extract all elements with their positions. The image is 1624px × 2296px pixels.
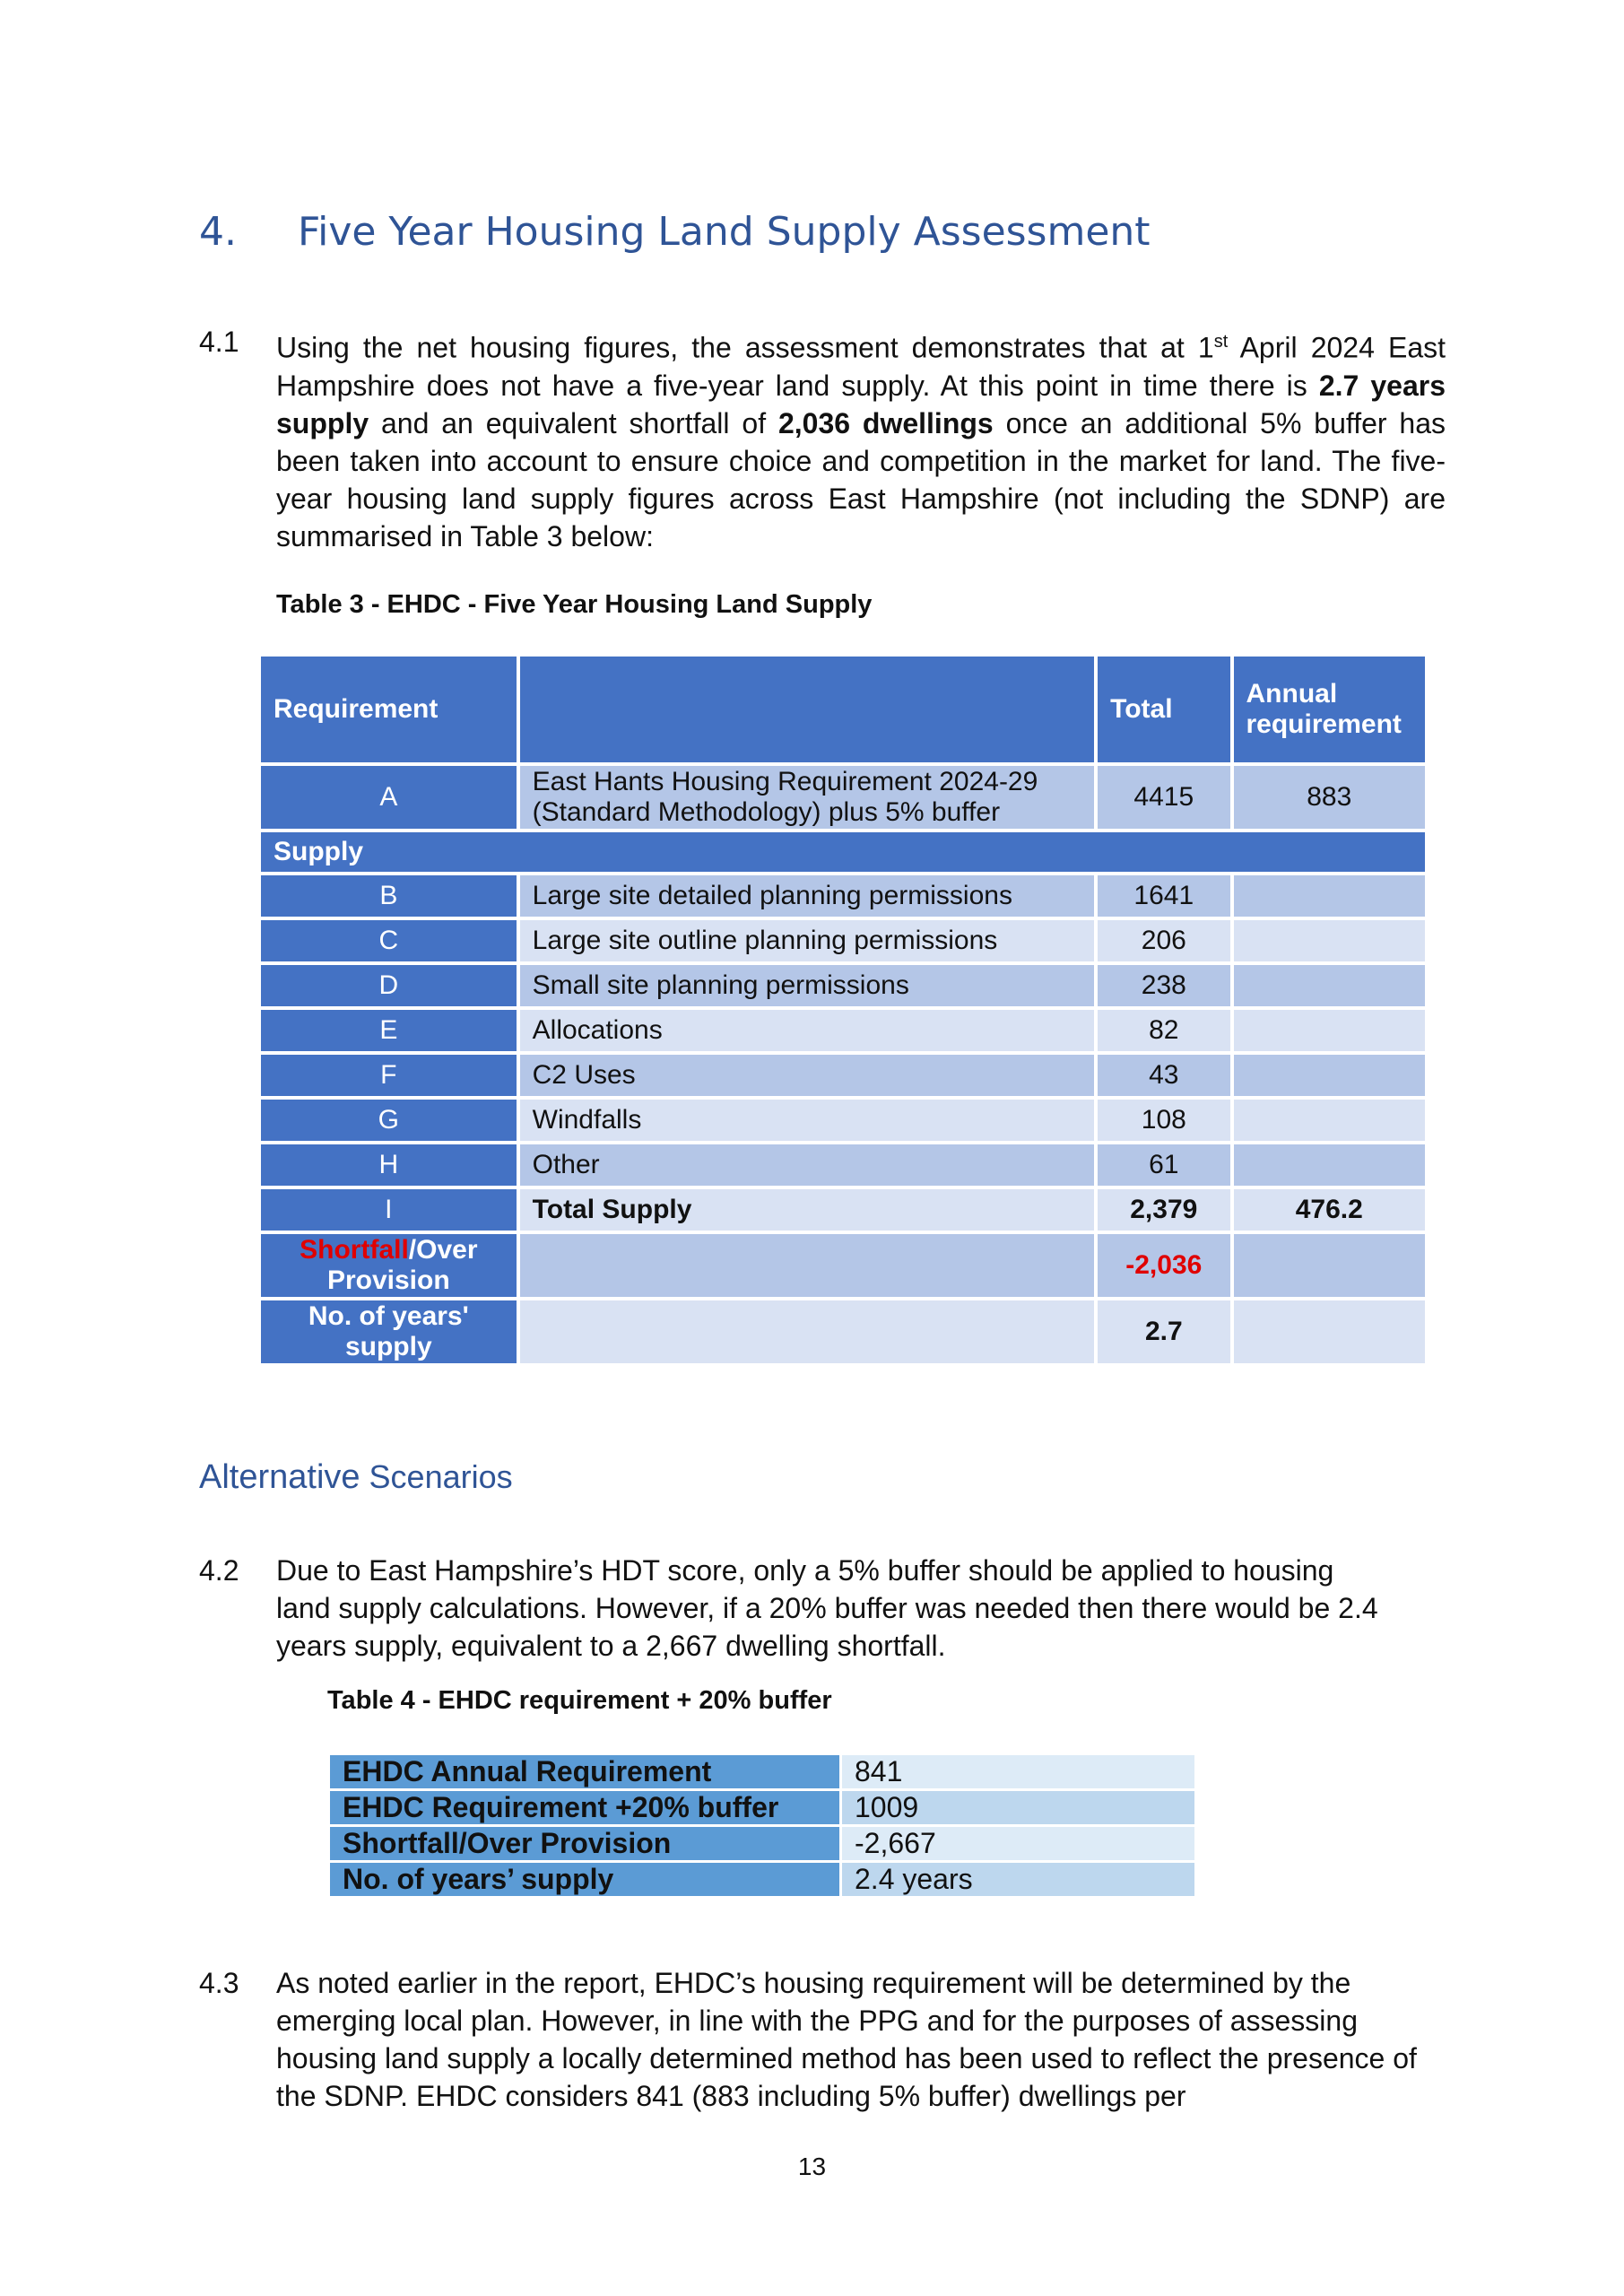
row-description: Other <box>520 1144 1094 1186</box>
header-description <box>520 657 1094 762</box>
row-annual: 883 <box>1234 766 1426 829</box>
table-3-caption: Table 3 - EHDC - Five Year Housing Land Supply <box>276 590 873 619</box>
row-annual <box>1234 1055 1426 1096</box>
table-row <box>261 1010 1425 1051</box>
table-row <box>261 1144 1425 1186</box>
row-total: 43 <box>1098 1055 1229 1096</box>
paragraph-4-3 <box>199 1964 1446 2115</box>
row-description: C2 Uses <box>520 1055 1094 1096</box>
header-annual: Annual requirement <box>1234 657 1426 762</box>
table-row <box>330 1863 1194 1896</box>
row-description: Windfalls <box>520 1100 1094 1141</box>
row-total: 61 <box>1098 1144 1229 1186</box>
table-row <box>261 875 1425 917</box>
paragraph-text: Due to East Hampshire’s HDT score, only a 5% buffer should be applied to housing land supply calculations. However, if a 20% buffer was needed then there would be 2.4 years supply, equivalent to a 2,667 dwelling shortfall. <box>276 1554 1378 1662</box>
row-letter: G <box>261 1100 517 1141</box>
row-description: Large site outline planning permissions <box>520 920 1094 961</box>
section-title: Five Year Housing Land Supply Assessment <box>298 209 1151 255</box>
row-annual <box>1234 1144 1426 1186</box>
table-row <box>330 1827 1194 1860</box>
row-value: 1009 <box>842 1791 1194 1824</box>
sub-heading-a: Alternative <box>199 1458 360 1496</box>
row-annual <box>1234 920 1426 961</box>
row-annual <box>1234 1100 1426 1141</box>
row-total: 238 <box>1098 965 1229 1006</box>
row-letter: H <box>261 1144 517 1186</box>
text-run: April 2024 East Hampshire does not have a five-year land supply. At this point in time there is <box>276 331 1446 402</box>
header-total: Total <box>1098 657 1229 762</box>
paragraph-text <box>276 323 1446 555</box>
section-number: 4. <box>199 209 237 255</box>
total-supply-row <box>261 1189 1425 1231</box>
paragraph-number: 4.1 <box>199 326 239 358</box>
alternative-scenarios-heading <box>199 1458 513 1497</box>
table-row <box>261 920 1425 961</box>
table-row <box>261 965 1425 1006</box>
shortfall-label <box>261 1234 517 1297</box>
shortfall-total: -2,036 <box>1098 1234 1229 1297</box>
shortfall-row <box>261 1234 1425 1297</box>
row-total: 206 <box>1098 920 1229 961</box>
sub-heading-b: Scenarios <box>360 1458 513 1495</box>
shortfall-rest-text: /Over Provision <box>326 1235 478 1295</box>
housing-supply-table <box>257 653 1429 1367</box>
years-supply-label: No. of years' supply <box>261 1300 517 1363</box>
row-description <box>520 1300 1094 1363</box>
row-letter: F <box>261 1055 517 1096</box>
row-total: 2,379 <box>1098 1189 1229 1231</box>
row-description: Total Supply <box>520 1189 1094 1231</box>
table-row <box>330 1755 1194 1788</box>
header-requirement: Requirement <box>261 657 517 762</box>
row-annual <box>1234 965 1426 1006</box>
row-key: No. of years’ supply <box>330 1863 839 1896</box>
row-annual <box>1234 1234 1426 1297</box>
text-run: and an equivalent shortfall of <box>369 406 778 439</box>
paragraph-text: As noted earlier in the report, EHDC’s housing requirement will be determined by the emerging local plan. However, in line with the PPG and for the purposes of assessing housing land supply a locally determined method has been used to reflect the presence of the SDNP. EHDC considers 841 (883 including 5% buffer) dwellings per <box>276 1967 1417 2112</box>
paragraph-number: 4.2 <box>199 1554 239 1587</box>
row-key: EHDC Requirement +20% buffer <box>330 1791 839 1824</box>
years-supply-total: 2.7 <box>1098 1300 1229 1363</box>
row-letter: B <box>261 875 517 917</box>
row-annual <box>1234 875 1426 917</box>
text-run: once an additional 5% buffer has been taken into account to ensure choice and competition in the market for land. The five-year housing land supply figures across East Hampshire (not including the SDNP) are summarised in Table 3 below: <box>276 406 1446 552</box>
buffer-table <box>327 1752 1197 1899</box>
row-description: East Hants Housing Requirement 2024-29 (Standard Methodology) plus 5% buffer <box>520 766 1094 829</box>
row-letter: D <box>261 965 517 1006</box>
paragraph-4-1 <box>199 323 1446 555</box>
row-description <box>520 1234 1094 1297</box>
row-total: 1641 <box>1098 875 1229 917</box>
bold-years-supply: 2.7 years supply <box>276 369 1446 439</box>
table-row <box>330 1791 1194 1824</box>
row-key: EHDC Annual Requirement <box>330 1755 839 1788</box>
row-total: 108 <box>1098 1100 1229 1141</box>
bold-shortfall: 2,036 dwellings <box>777 406 994 439</box>
superscript: st <box>1213 332 1229 352</box>
paragraph-4-2 <box>199 1552 1446 1665</box>
row-description: Allocations <box>520 1010 1094 1051</box>
table-header-row <box>261 657 1425 762</box>
row-letter: E <box>261 1010 517 1051</box>
table-row <box>261 1100 1425 1141</box>
years-supply-row <box>261 1300 1425 1363</box>
section-heading <box>199 209 1151 255</box>
row-value: 841 <box>842 1755 1194 1788</box>
supply-band-row <box>261 832 1425 872</box>
row-letter: C <box>261 920 517 961</box>
row-description: Large site detailed planning permissions <box>520 875 1094 917</box>
row-letter: A <box>261 766 517 829</box>
page-number: 13 <box>797 2152 827 2180</box>
text-run: Using the net housing figures, the assessment demonstrates that at 1 <box>276 331 1214 364</box>
table-row <box>261 1055 1425 1096</box>
row-key: Shortfall/Over Provision <box>330 1827 839 1860</box>
table-row <box>261 766 1425 829</box>
row-description: Small site planning permissions <box>520 965 1094 1006</box>
supply-label: Supply <box>261 832 1425 872</box>
paragraph-number: 4.3 <box>199 1967 239 1999</box>
shortfall-red-text: Shortfall <box>300 1235 409 1265</box>
row-value: 2.4 years <box>842 1863 1194 1896</box>
row-annual <box>1234 1010 1426 1051</box>
row-letter: I <box>261 1189 517 1231</box>
row-annual: 476.2 <box>1234 1189 1426 1231</box>
table-4-caption: Table 4 - EHDC requirement + 20% buffer <box>327 1686 832 1715</box>
row-total: 4415 <box>1098 766 1229 829</box>
row-value: -2,667 <box>842 1827 1194 1860</box>
row-annual <box>1234 1300 1426 1363</box>
row-total: 82 <box>1098 1010 1229 1051</box>
